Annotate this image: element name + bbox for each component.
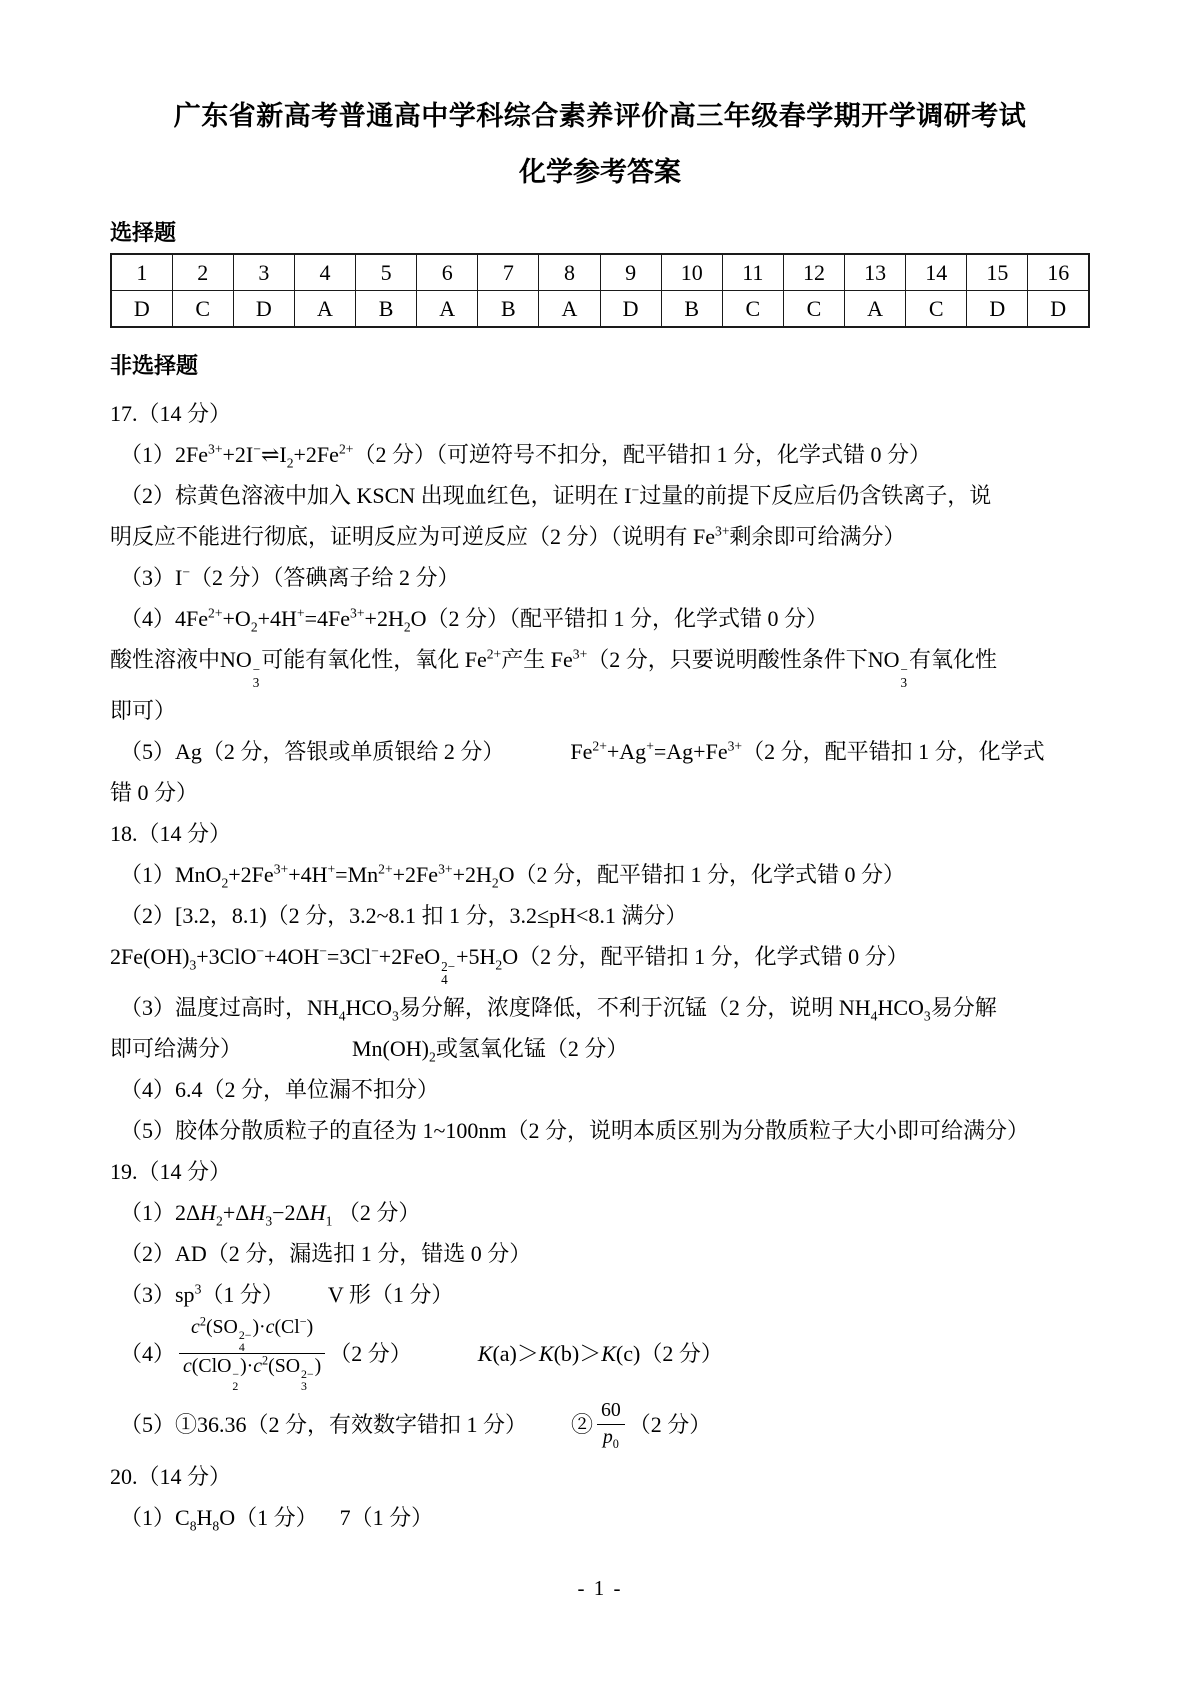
question-number-cell: 3	[233, 254, 294, 291]
question-number-cell: 2	[172, 254, 233, 291]
question-number-cell: 13	[845, 254, 906, 291]
q17-ans4-cont2: 即可）	[110, 697, 177, 723]
answer-lines	[110, 393, 1090, 1538]
q20-ans1: $(1)C_8H_8O(1$ 分） 7（1 分）	[120, 1505, 434, 1534]
question-number-cell: 14	[906, 254, 967, 291]
q17-ans4-cont1: 酸性溶液中NO − 3 可能有氧化性，氧化 $Fe^{2+}$产生 $Fe^{3+}(2$ 分，只要说明酸性条件下NO − 3 有氧化性	[110, 646, 997, 691]
q20-header: 20.（14 分）	[110, 1464, 232, 1490]
answer-cell: B	[356, 291, 417, 328]
q18-ans5: （5）胶体分散质粒子的直径为 1~100nm（2 分，说明本质区别为分散质粒子大小即可给满分）	[120, 1117, 1030, 1143]
question-number-cell: 11	[722, 254, 783, 291]
question-number-cell: 6	[417, 254, 478, 291]
q18-ans2: （2）[3.2，8.1)（2 分，3.2~8.1 扣 1 分，3.2≤pH<8.1 满分）	[120, 902, 688, 928]
question-number-cell: 10	[661, 254, 722, 291]
answer-cell: B	[478, 291, 539, 328]
q18-ans3-cont: 即可给满分） $Mn(OH)_2$或氢氧化锰（2 分）	[110, 1035, 629, 1064]
question-number-cell: 12	[783, 254, 844, 291]
question-number-cell: 4	[294, 254, 355, 291]
question-number-cell: 8	[539, 254, 600, 291]
answer-row	[111, 291, 1089, 328]
q17-ans5-cont: 错 0 分）	[110, 779, 199, 805]
q19-ans1: $(1)2\Delta H_2+\Delta H_3-2\Delta H_1$ （2 分）	[120, 1199, 421, 1228]
page-title: 广东省新高考普通高中学科综合素养评价高三年级春学期开学调研考试	[173, 101, 1027, 131]
question-number-cell: 15	[967, 254, 1028, 291]
q17-ans3: （3）I−（2 分）（答碘离子给 2 分）	[120, 564, 460, 590]
choice-section-heading: 选择题	[110, 220, 177, 245]
q18-ans4: （4）6.4（2 分，单位漏不扣分）	[120, 1076, 440, 1102]
answer-cell: C	[722, 291, 783, 328]
q19-ans5: （5）①36.36（2 分，有效数字错扣 1 分） ② $\frac{60}{p_0}$ （2 分）	[120, 1399, 712, 1451]
answer-cell: D	[111, 291, 172, 328]
question-number-row	[111, 254, 1089, 291]
q17-ans1: $(1)2Fe^{3+}+2I^-\rightleftharpoons I_2+2Fe^{2+}(2$ 分）（可逆符号不扣分，配平错扣 1 分，化学式错 0 分）	[120, 441, 931, 471]
question-number-cell: 1	[111, 254, 172, 291]
answer-cell: C	[172, 291, 233, 328]
q17-ans4: $(4)4Fe^{2+}+O_2+4H^+=4Fe^{3+}+2H_2O(2$ 分）（配平错扣 1 分，化学式错 0 分）	[120, 605, 829, 635]
q18-ans1: $(1)MnO_2+2Fe^{3+}+4H^+=Mn^{2+}+2Fe^{3+}+2H_2O(2$ 分，配平错扣 1 分，化学式错 0 分）	[120, 861, 906, 891]
q19-ans4: （4） $c^2(SO$ 2− 4 )·c(Cl−) c(ClO − 2 )$\cdot c^2(SO$ 2− 3 ) （2 分） K (a)＞ K (b)＞ K (c)（2 分）	[120, 1313, 723, 1394]
answer-cell: A	[417, 291, 478, 328]
q19-header: 19.（14 分）	[110, 1158, 232, 1184]
q17-ans2-cont: 明反应不能进行彻底，证明反应为可逆反应（2 分）（说明有 $Fe^{3+}$剩余即可给满分）	[110, 523, 906, 549]
q18-ans3: （3）温度过高时，$NH_4HCO_3$易分解，浓度降低，不利于沉锰（2 分，说明 $NH_4HCO_3$易分解	[120, 994, 997, 1023]
answer-cell: C	[906, 291, 967, 328]
answer-cell: A	[539, 291, 600, 328]
answer-cell: B	[661, 291, 722, 328]
answer-table	[110, 253, 1090, 328]
q18-header: 18.（14 分）	[110, 820, 232, 846]
q17-ans2: （2）棕黄色溶液中加入 KSCN 出现血红色，证明在 I−过量的前提下反应后仍含铁离子，说	[120, 482, 992, 508]
question-number-cell: 16	[1028, 254, 1089, 291]
answer-cell: A	[845, 291, 906, 328]
page-number: - 1 -	[577, 1576, 623, 1600]
answer-cell: C	[783, 291, 844, 328]
q17-ans5: （5）Ag（2 分，答银或单质银给 2 分） $Fe^{2+}+Ag^+=Ag+Fe^{3+}(2$ 分，配平错扣 1 分，化学式	[120, 738, 1045, 764]
answer-cell: A	[294, 291, 355, 328]
q17-header: 17.（14 分）	[110, 401, 232, 426]
answer-cell: D	[967, 291, 1028, 328]
q19-ans3: $(3)sp^3(1$ 分） V 形（1 分）	[120, 1281, 454, 1307]
question-number-cell: 7	[478, 254, 539, 291]
answer-cell: D	[233, 291, 294, 328]
answer-cell: D	[1028, 291, 1089, 328]
free-response-heading: 非选择题	[110, 353, 199, 378]
answer-cell: D	[600, 291, 661, 328]
page-subtitle: 化学参考答案	[519, 157, 681, 187]
q19-ans2: （2）AD（2 分，漏选扣 1 分，错选 0 分）	[120, 1240, 532, 1266]
q18-ans2-cont: $2Fe(OH)_3+3ClO^-+4OH^-=3Cl^-+2FeO$ 2− 4 $+5H_2O(2$ 分，配平错扣 1 分，化学式错 0 分）	[110, 943, 909, 988]
question-number-cell: 9	[600, 254, 661, 291]
question-number-cell: 5	[356, 254, 417, 291]
